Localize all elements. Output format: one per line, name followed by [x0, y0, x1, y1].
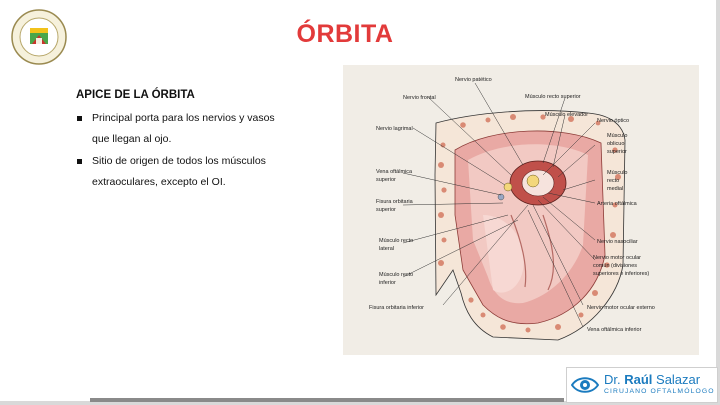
- label-musculo-recto-inferior: Músculo recto: [379, 272, 414, 278]
- label-nervio-nasociliar: Nervio nasociliar: [597, 239, 638, 245]
- label-nervio-motor-ocular-comun: superiores e inferiores): [593, 271, 650, 277]
- brand-logo: [566, 367, 718, 403]
- label-musculo-recto-superior: Músculo recto superior: [525, 94, 581, 100]
- slide-title: ÓRBITA: [296, 20, 394, 48]
- brand-first-name: Raúl: [624, 372, 653, 387]
- label-musculo-oblicuo: superior: [607, 149, 627, 155]
- label-musculo-oblicuo: Músculo: [607, 133, 628, 139]
- label-nervio-motor-ocular-comun: Nervio motor ocular: [593, 255, 641, 261]
- label-nervio-lagrimal: Nervio lagrimal: [376, 126, 413, 132]
- label-musculo-recto-medial: medial: [607, 186, 624, 192]
- label-musculo-recto-medial: recto: [607, 178, 620, 184]
- brand-name: [604, 372, 700, 387]
- nerve-section: [504, 183, 512, 191]
- label-nervio-motor-ocular-externo: Nervio motor ocular externo: [587, 305, 655, 311]
- label-arteria-oftalmica: Arteria oftálmica: [597, 201, 637, 207]
- label-nervio-optico: Nervio óptico: [597, 118, 630, 124]
- label-nervio-motor-ocular-comun: común (divisiones: [593, 263, 638, 269]
- bullet-item: Sitio de origen de todos los músculos extraoculares, excepto el OI.: [76, 151, 281, 193]
- label-vena-oftalmica-inferior: Vena oftálmica inferior: [587, 327, 642, 333]
- brand-prefix: Dr.: [604, 372, 625, 387]
- optic-nerve-section: [527, 175, 539, 187]
- label-vena-oftalmica-superior: superior: [376, 177, 396, 183]
- label-fisura-orbitaria-superior: Fisura orbitaria: [376, 199, 413, 205]
- orbit-diagram: [343, 65, 699, 355]
- section-title: APICE DE LA ÓRBITA: [76, 89, 195, 101]
- orbit-apex-illustration: [343, 65, 699, 355]
- label-musculo-recto-lateral: Músculo recto: [379, 238, 414, 244]
- brand-last-name: Salazar: [652, 372, 701, 387]
- label-vena-oftalmica-superior: Vena oftálmica: [376, 169, 413, 175]
- label-fisura-orbitaria-superior: superior: [376, 207, 396, 213]
- label-musculo-recto-inferior: inferior: [379, 280, 396, 286]
- label-musculo-recto-medial: Músculo: [607, 170, 628, 176]
- footer-bar: [90, 398, 564, 402]
- label-musculo-oblicuo: oblicuo: [607, 141, 625, 147]
- label-nervio-frontal: Nervio frontal: [403, 95, 436, 101]
- label-musculo-elevador: Músculo elevador: [545, 112, 589, 118]
- bullet-list: [76, 108, 281, 194]
- eye-icon: [571, 374, 599, 396]
- label-fisura-orbitaria-inferior: Fisura orbitaria inferior: [369, 305, 425, 311]
- label-nervio-patetico: Nervio patético: [455, 77, 492, 83]
- bullet-item: Principal porta para los nervios y vasos que llegan al ojo.: [76, 108, 281, 150]
- brand-subtitle: CIRUJANO OFTALMÓLOGO: [604, 388, 715, 395]
- label-musculo-recto-lateral: lateral: [379, 246, 394, 252]
